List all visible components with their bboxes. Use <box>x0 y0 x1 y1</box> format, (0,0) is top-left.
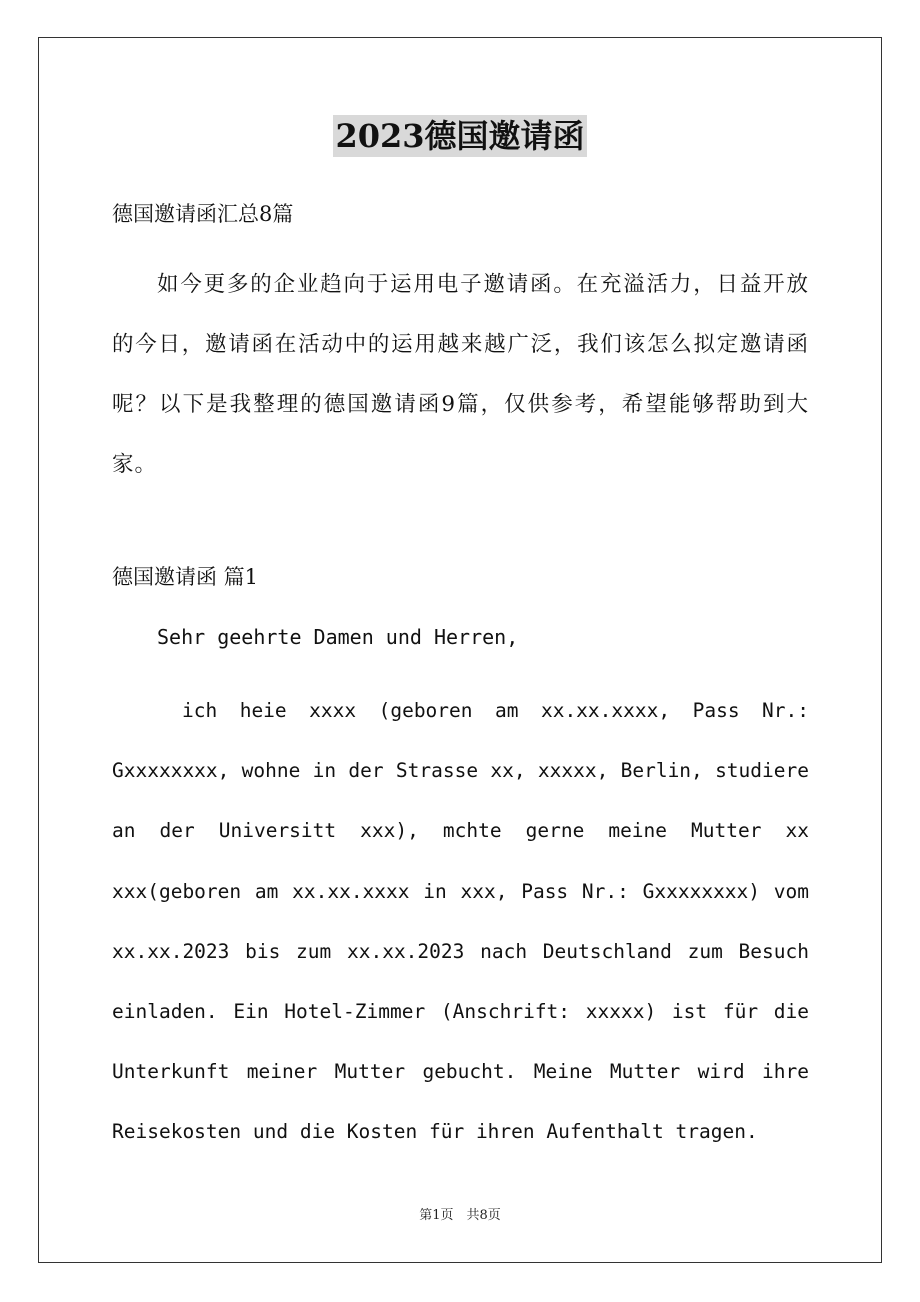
letter-salutation: Sehr geehrte Damen und Herren, <box>157 625 519 649</box>
page-footer: 第1页 共8页 <box>419 1208 501 1223</box>
section-heading: 德国邀请函 篇1 <box>112 565 259 589</box>
letter-body: ich heie xxxx (geboren am xx.xx.xxxx, Pass Nr.: Gxxxxxxxx, wohne in der Strasse xx, xxxxx, Berlin, studiere an der Universitt xxx), mchte gerne meine Mutter xx xxx(geboren am xx.xx.xxxx in xxx, Pass Nr.: Gxxxxxxxx) vom xx.xx.2023 bis zum xx.xx.2023 nach Deutschland zum Besuch einladen. Ein Hotel-Zimmer (Anschrift: xxxxx) ist für die Unterkunft meiner Mutter gebucht. Meine Mutter wird ihre Reisekosten und die Kosten für ihren Aufenthalt tragen. <box>112 699 809 1144</box>
intro-paragraph: 如今更多的企业趋向于运用电子邀请函。在充溢活力，日益开放的今日，邀请函在活动中的运用越来越广泛，我们该怎么拟定邀请函呢？以下是我整理的德国邀请函9篇，仅供参考，希望能够帮助到大家。 <box>112 272 809 477</box>
summary-line: 德国邀请函汇总8篇 <box>112 202 294 226</box>
document-title-text: 2023德国邀请函 <box>335 117 585 155</box>
document-title <box>0 112 920 160</box>
